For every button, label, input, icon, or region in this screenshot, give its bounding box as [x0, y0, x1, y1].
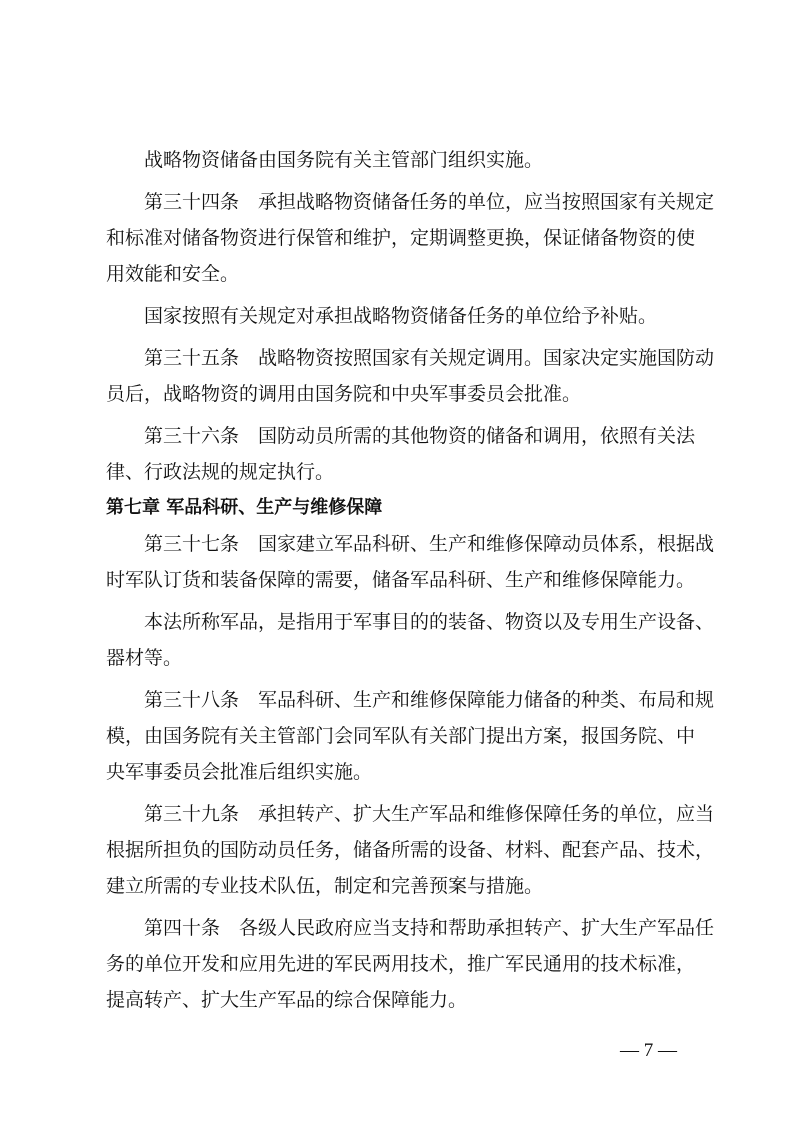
text-line	[106, 910, 715, 946]
article-number: 第四十条	[144, 917, 221, 939]
article-number: 第三十九条	[144, 803, 240, 825]
article-34	[106, 184, 715, 292]
text-line: 律、行政法规的规定执行。	[106, 461, 335, 483]
article-40	[106, 910, 715, 1018]
text-line: 建立所需的专业技术队伍，制定和完善预案与措施。	[106, 875, 544, 897]
article-number: 第三十六条	[144, 425, 240, 447]
text-line: 模，由国务院有关主管部门会同军队有关部门提出方案，报国务院、中	[106, 725, 696, 747]
article-text: 承担转产、扩大生产军品和维修保障任务的单位，应当	[258, 803, 715, 825]
article-number: 第三十四条	[144, 191, 240, 213]
chapter-heading: 第七章 军品科研、生产与维修保障	[106, 497, 383, 518]
text-line	[106, 682, 715, 718]
article-number: 第三十五条	[144, 347, 240, 369]
article-36	[106, 418, 704, 490]
article-text: 军品科研、生产和维修保障能力储备的种类、布局和规	[258, 689, 715, 711]
text-line: 务的单位开发和应用先进的军民两用技术，推广军民通用的技术标准，	[106, 953, 696, 975]
text-line: 战略物资储备由国务院有关主管部门组织实施。	[144, 149, 544, 171]
text-line: 央军事委员会批准后组织实施。	[106, 761, 373, 783]
article-text: 国防动员所需的其他物资的储备和调用，依照有关法	[258, 425, 696, 447]
text-line	[106, 184, 715, 220]
text-line: 用效能和安全。	[106, 263, 240, 285]
article-text: 承担战略物资储备任务的单位，应当按照国家有关规定	[258, 191, 715, 213]
page-number: — 7 —	[620, 1040, 677, 1061]
text-line	[106, 526, 715, 562]
document-body	[106, 142, 715, 1018]
text-line: 和标准对储备物资进行保管和维护，定期调整更换，保证储备物资的使	[106, 227, 696, 249]
text-line: 国家按照有关规定对承担战略物资储备任务的单位给予补贴。	[144, 305, 658, 327]
text-line	[106, 340, 715, 376]
article-number: 第三十八条	[144, 689, 240, 711]
article-text: 国家建立军品科研、生产和维修保障动员体系，根据战	[258, 533, 715, 555]
text-line: 员后，战略物资的调用由国务院和中央军事委员会批准。	[106, 383, 582, 405]
article-37	[106, 526, 715, 598]
text-line	[106, 418, 704, 454]
text-line: 本法所称军品，是指用于军事目的的装备、物资以及专用生产设备、	[144, 611, 715, 633]
text-line: 器材等。	[106, 647, 183, 669]
article-text: 各级人民政府应当支持和帮助承担转产、扩大生产军品任	[239, 917, 715, 939]
article-number: 第三十七条	[144, 533, 240, 555]
paragraph	[106, 298, 704, 334]
text-line: 根据所担负的国防动员任务，储备所需的设备、材料、配套产品、技术，	[106, 839, 715, 861]
text-line: 提高转产、扩大生产军品的综合保障能力。	[106, 989, 468, 1011]
article-39	[106, 796, 715, 904]
text-line	[106, 796, 715, 832]
article-38	[106, 682, 715, 790]
paragraph	[106, 604, 715, 676]
article-text: 战略物资按照国家有关规定调用。国家决定实施国防动	[258, 347, 715, 369]
article-35	[106, 340, 715, 412]
paragraph	[106, 142, 704, 178]
text-line: 时军队订货和装备保障的需要，储备军品科研、生产和维修保障能力。	[106, 569, 696, 591]
